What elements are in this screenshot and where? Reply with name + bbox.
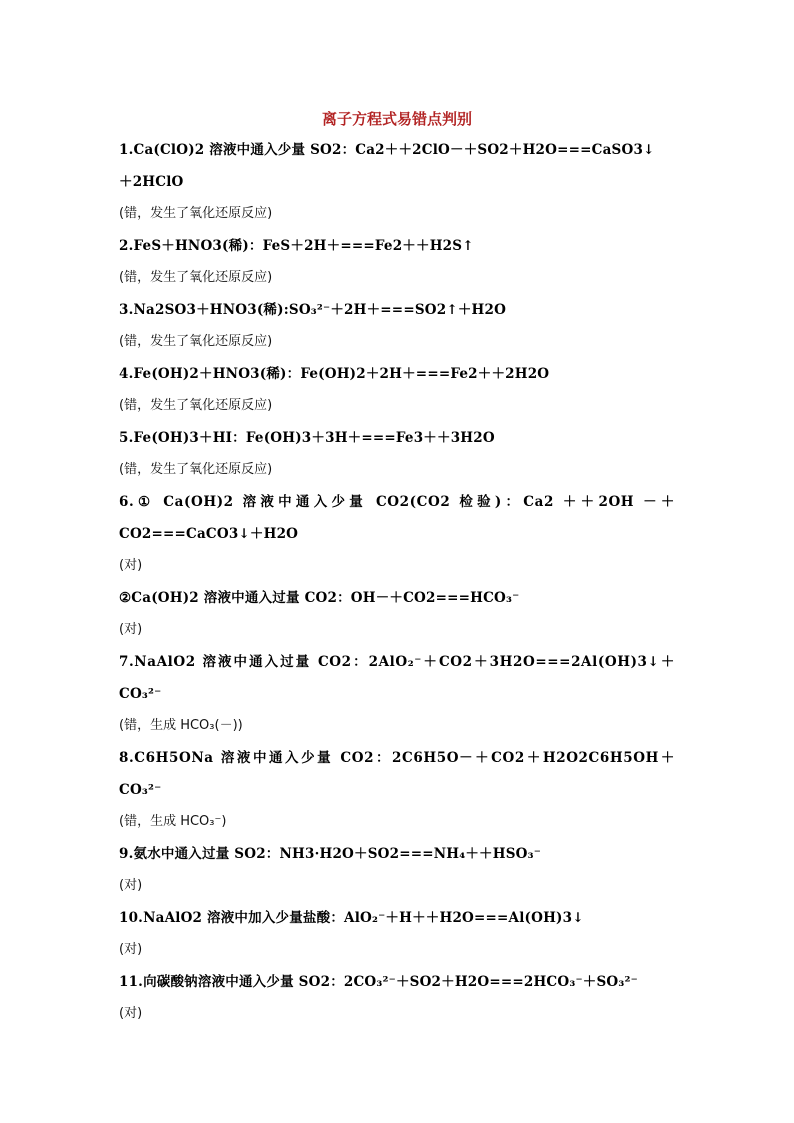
line-28: (对)	[119, 1006, 143, 1021]
line-6: 3.Na2SO3＋HNO3(稀):SO₃²⁻＋2H＋===SO2↑＋H2O	[119, 302, 507, 318]
line-16: (对)	[119, 622, 143, 637]
line-12: 6.① Ca(OH)2 溶液中通入少量 CO2(CO2 检验)：Ca2 ＋＋2OH －＋	[119, 494, 675, 510]
line-13: CO2===CaCO3↓＋H2O	[119, 526, 299, 542]
line-17: 7.NaAlO2 溶液中通入过量 CO2：2AlO₂⁻＋CO2＋3H2O===2Al(OH)3↓＋	[119, 654, 675, 670]
line-10: 5.Fe(OH)3＋HI：Fe(OH)3＋3H＋===Fe3＋＋3H2O	[119, 430, 495, 446]
line-19: (错，生成 HCO₃(－))	[119, 718, 243, 733]
line-14: (对)	[119, 558, 143, 573]
line-21: CO₃²⁻	[119, 782, 162, 798]
line-9: (错，发生了氧化还原反应)	[119, 398, 273, 413]
line-23: 9.氨水中通入过量 SO2：NH3·H2O＋SO2===NH₄＋＋HSO₃⁻	[119, 846, 542, 862]
line-2: ＋2HClO	[119, 174, 184, 190]
document-body	[119, 134, 675, 1030]
line-24: (对)	[119, 878, 143, 893]
line-5: (错，发生了氧化还原反应)	[119, 270, 273, 285]
line-3: (错，发生了氧化还原反应)	[119, 206, 273, 221]
line-7: (错，发生了氧化还原反应)	[119, 334, 273, 349]
line-18: CO₃²⁻	[119, 686, 162, 702]
line-11: (错，发生了氧化还原反应)	[119, 462, 273, 477]
document-page	[119, 104, 675, 1030]
line-27: 11.向碳酸钠溶液中通入少量 SO2：2CO₃²⁻＋SO2＋H2O===2HCO₃⁻＋SO₃²⁻	[119, 974, 638, 990]
line-22: (错，生成 HCO₃⁻)	[119, 814, 227, 829]
document-title: 离子方程式易错点判别	[321, 110, 472, 128]
line-15: ②Ca(OH)2 溶液中通入过量 CO2：OH－＋CO2===HCO₃⁻	[119, 590, 520, 606]
line-26: (对)	[119, 942, 143, 957]
line-8: 4.Fe(OH)2＋HNO3(稀)：Fe(OH)2＋2H＋===Fe2＋＋2H2O	[119, 366, 550, 382]
line-4: 2.FeS＋HNO3(稀)：FeS＋2H＋===Fe2＋＋H2S↑	[119, 238, 474, 254]
line-1: 1.Ca(ClO)2 溶液中通入少量 SO2：Ca2＋＋2ClO－＋SO2＋H2O===CaSO3↓	[119, 142, 655, 158]
line-20: 8.C6H5ONa 溶液中通入少量 CO2：2C6H5O－＋CO2＋H2O2C6H5OH＋	[119, 750, 675, 766]
line-25: 10.NaAlO2 溶液中加入少量盐酸：AlO₂⁻＋H＋＋H2O===Al(OH)3↓	[119, 910, 584, 926]
